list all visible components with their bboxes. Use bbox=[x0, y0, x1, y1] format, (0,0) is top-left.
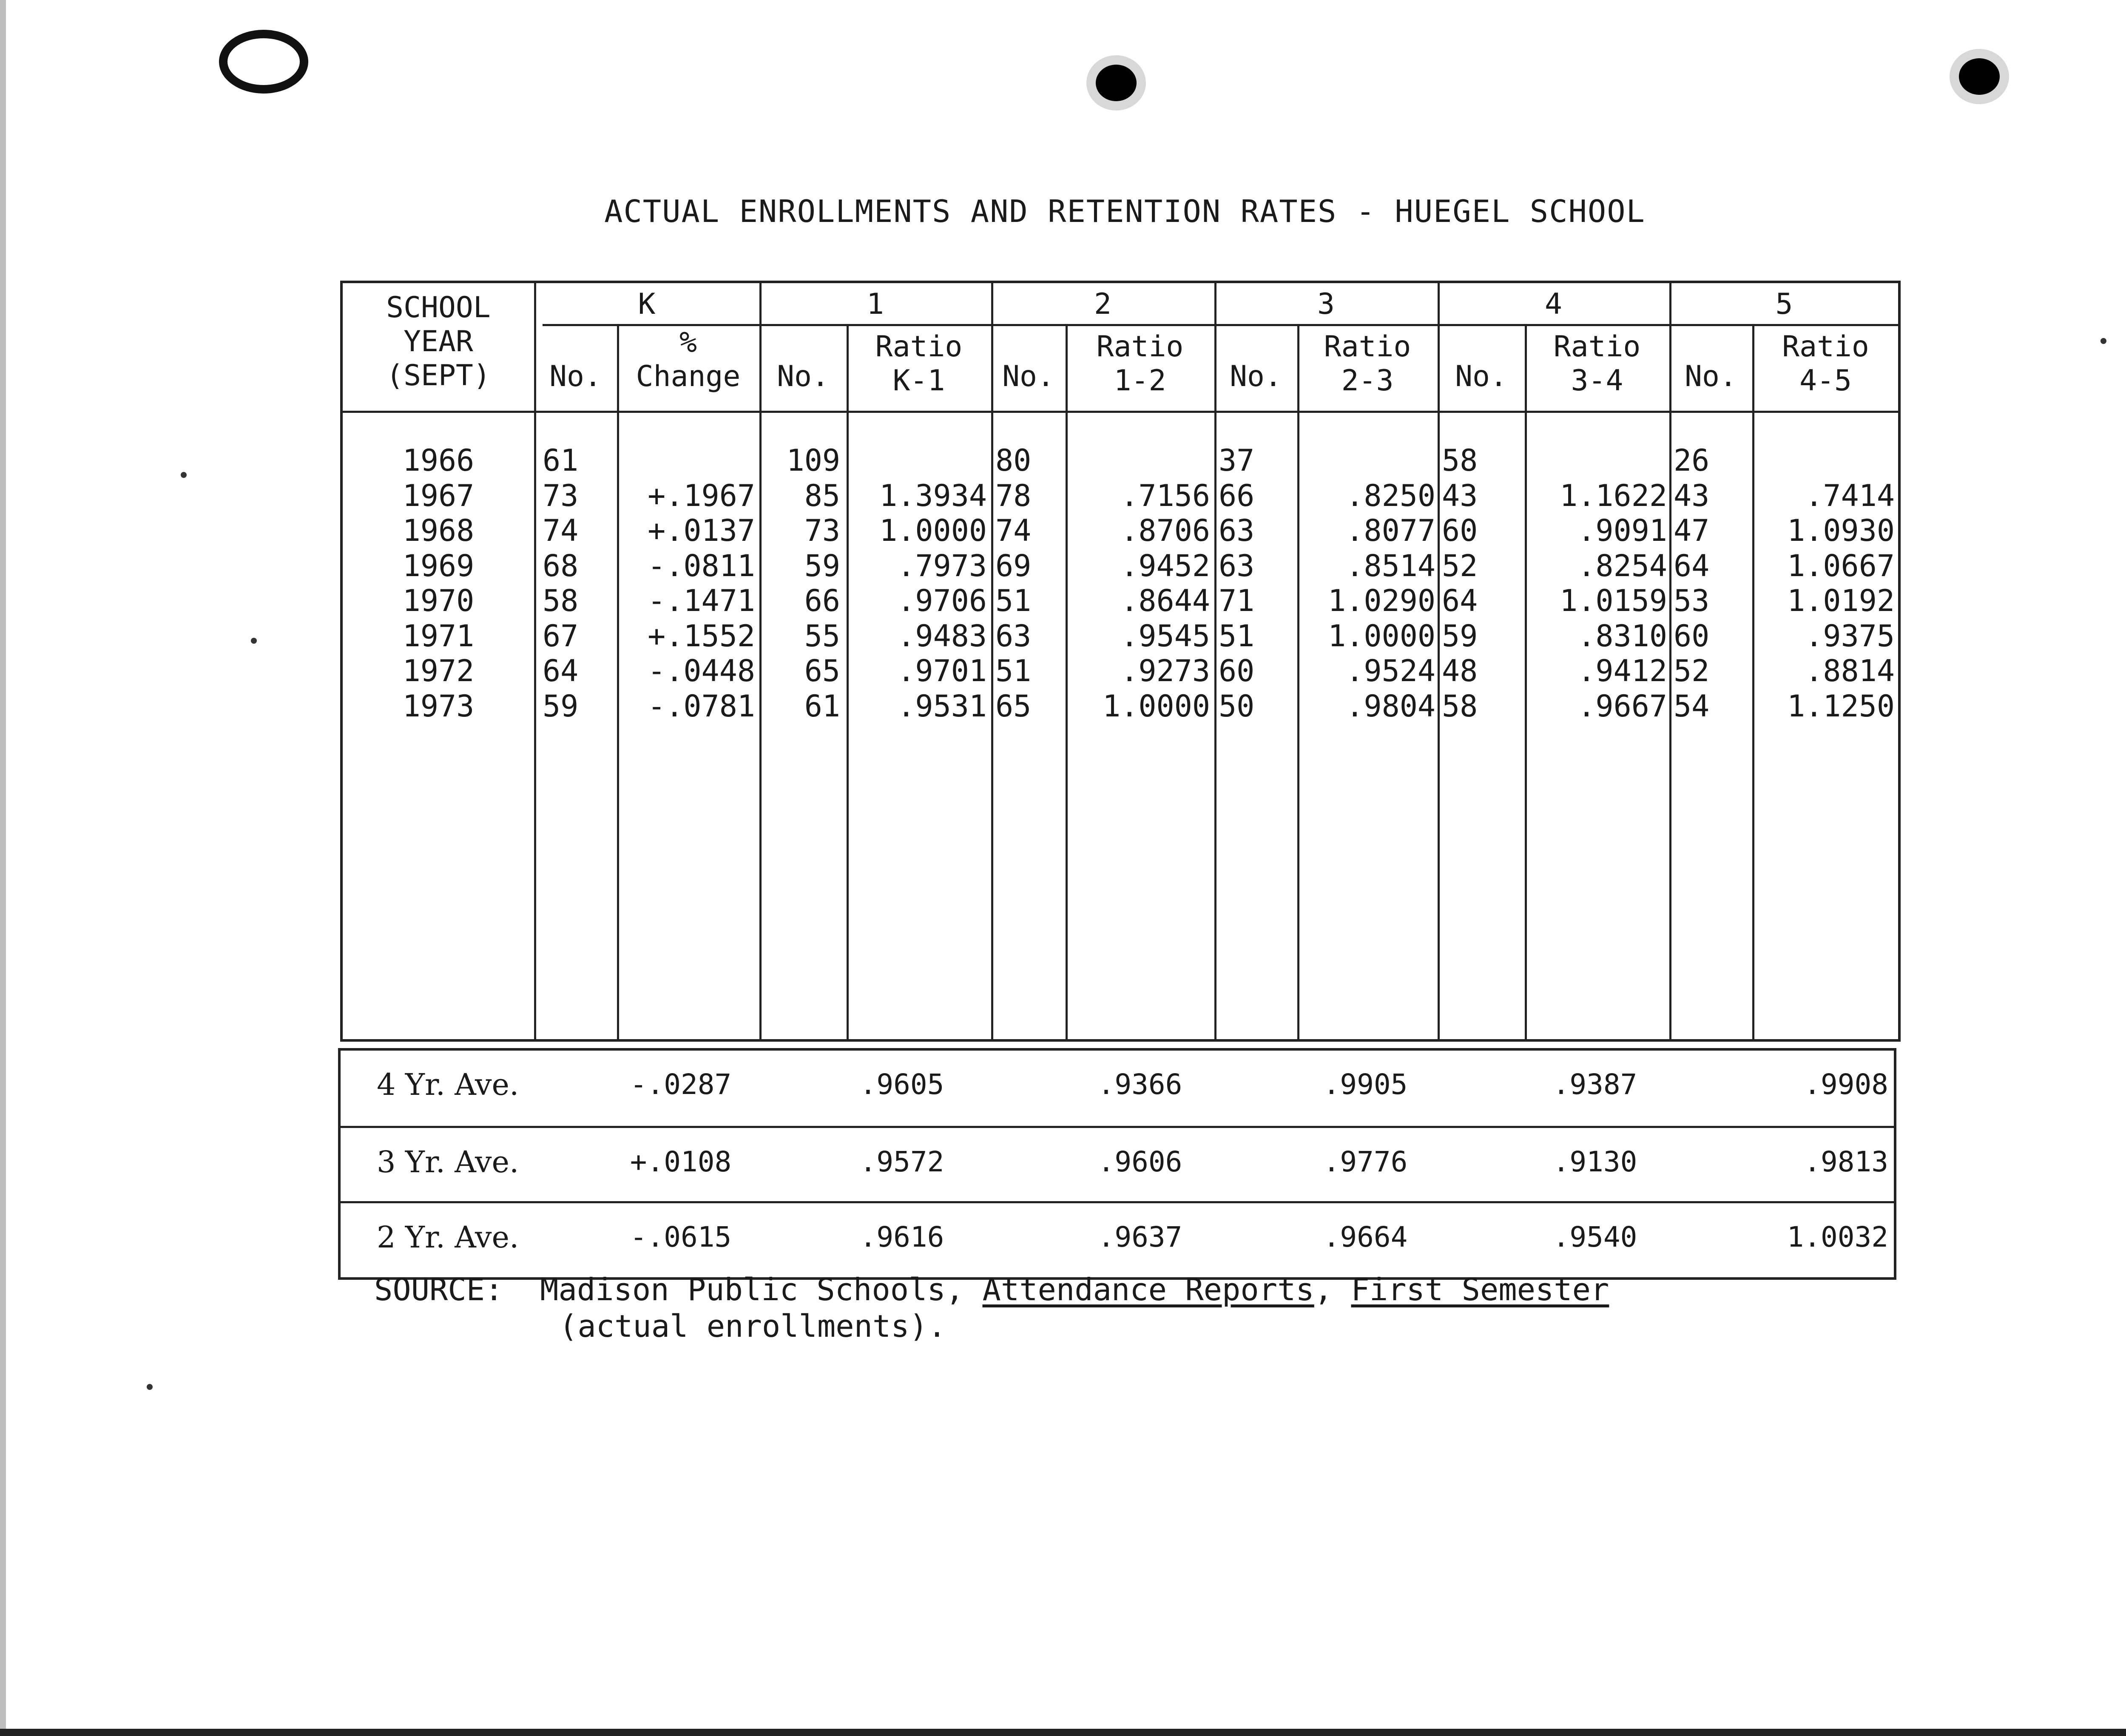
g2-no-cell: 74 bbox=[995, 513, 1032, 548]
g5-no-cell: 26 bbox=[1674, 443, 1710, 478]
g4-no-cell: 60 bbox=[1442, 513, 1478, 548]
g4-no-cell: 58 bbox=[1442, 443, 1478, 478]
avg-k-change: -.0615 bbox=[630, 1221, 732, 1253]
punch-hole-right bbox=[1950, 49, 2009, 104]
g1-ratio-cell: 1.3934 bbox=[879, 478, 987, 513]
averages-table bbox=[338, 1048, 1896, 1280]
source-text: Madison Public Schools, bbox=[540, 1272, 964, 1307]
year-cell: 1973 bbox=[402, 688, 475, 724]
k-no-cell: 74 bbox=[543, 513, 579, 548]
avg-ratio-12: .9637 bbox=[1097, 1221, 1182, 1253]
k-change-cell: -.0781 bbox=[648, 688, 755, 724]
g2-ratio-cell: .9273 bbox=[1120, 653, 1210, 688]
grade-header-2: 2 bbox=[1094, 287, 1111, 321]
document-title: ACTUAL ENROLLMENTS AND RETENTION RATES - HUEGEL SCHOOL bbox=[604, 193, 1646, 229]
g5-ratio-cell: 1.0930 bbox=[1787, 513, 1895, 548]
g4-no-cell: 43 bbox=[1442, 478, 1478, 513]
g1-no-cell: 73 bbox=[804, 513, 840, 548]
g2-no-cell: 63 bbox=[995, 618, 1032, 653]
k-change-header: % Change bbox=[636, 326, 741, 393]
g2-no-cell: 51 bbox=[995, 583, 1032, 618]
g4-no-header: No. bbox=[1455, 360, 1507, 393]
g1-no-header: No. bbox=[777, 360, 829, 393]
g2-ratio-cell: .8706 bbox=[1120, 513, 1210, 548]
g1-ratio-cell: .7973 bbox=[897, 548, 987, 583]
g5-ratio-cell: .9375 bbox=[1805, 618, 1895, 653]
g2-no-cell: 69 bbox=[995, 548, 1032, 583]
g1-no-cell: 66 bbox=[804, 583, 840, 618]
punch-hole-left bbox=[219, 30, 308, 94]
g2-ratio-cell: .7156 bbox=[1120, 478, 1210, 513]
table-row bbox=[343, 653, 1899, 689]
g1-ratio-cell: .9706 bbox=[897, 583, 987, 618]
k-no-cell: 73 bbox=[543, 478, 579, 513]
table-row bbox=[343, 548, 1899, 584]
year-cell: 1969 bbox=[402, 548, 475, 583]
g3-ratio-cell: .9804 bbox=[1346, 688, 1435, 724]
g3-ratio-cell: 1.0000 bbox=[1328, 618, 1435, 653]
avg-ratio-k1: .9572 bbox=[859, 1145, 944, 1178]
g3-ratio-cell: .8514 bbox=[1346, 548, 1435, 583]
g5-ratio-cell: 1.0192 bbox=[1787, 583, 1895, 618]
g5-ratio-cell: .8814 bbox=[1805, 653, 1895, 688]
g4-ratio-cell: .9091 bbox=[1577, 513, 1667, 548]
g3-ratio-cell: .9524 bbox=[1346, 653, 1435, 688]
k-no-cell: 64 bbox=[543, 653, 579, 688]
avg-ratio-23: .9664 bbox=[1323, 1221, 1408, 1253]
scan-bottom-edge bbox=[0, 1729, 2126, 1736]
punch-hole-middle bbox=[1086, 55, 1146, 111]
g1-no-cell: 59 bbox=[804, 548, 840, 583]
avg-ratio-34: .9387 bbox=[1552, 1068, 1637, 1101]
g4-ratio-cell: .8254 bbox=[1577, 548, 1667, 583]
g2-ratio-cell: .9452 bbox=[1120, 548, 1210, 583]
g5-no-cell: 64 bbox=[1674, 548, 1710, 583]
scan-left-edge bbox=[0, 0, 6, 1736]
k-change-cell: -.0811 bbox=[648, 548, 755, 583]
avg-k-change: -.0287 bbox=[630, 1068, 732, 1101]
g4-ratio-header: Ratio 3-4 bbox=[1553, 330, 1641, 398]
g1-no-cell: 61 bbox=[804, 688, 840, 724]
g3-no-cell: 63 bbox=[1219, 548, 1255, 583]
source-second-line: (actual enrollments). bbox=[559, 1308, 946, 1344]
year-cell: 1972 bbox=[402, 653, 475, 688]
g3-no-cell: 66 bbox=[1219, 478, 1255, 513]
table-row bbox=[343, 688, 1899, 724]
g1-ratio-cell: .9701 bbox=[897, 653, 987, 688]
source-separator: , bbox=[1314, 1272, 1333, 1307]
scan-speck bbox=[251, 638, 257, 644]
grade-header-3: 3 bbox=[1317, 287, 1335, 321]
avg-ratio-23: .9776 bbox=[1323, 1145, 1408, 1178]
grade-header-5: 5 bbox=[1775, 287, 1793, 321]
avg-ratio-k1: .9605 bbox=[859, 1068, 944, 1101]
average-label: 3 Yr. Ave. bbox=[377, 1145, 519, 1179]
average-label: 2 Yr. Ave. bbox=[377, 1220, 519, 1255]
g4-no-cell: 48 bbox=[1442, 653, 1478, 688]
g5-ratio-cell: 1.1250 bbox=[1787, 688, 1895, 724]
g1-ratio-cell: .9483 bbox=[897, 618, 987, 653]
g5-no-cell: 53 bbox=[1674, 583, 1710, 618]
k-no-header: No. bbox=[549, 360, 602, 393]
avg-ratio-45: .9908 bbox=[1804, 1068, 1888, 1101]
g1-no-cell: 85 bbox=[804, 478, 840, 513]
k-change-cell: -.0448 bbox=[648, 653, 755, 688]
g3-ratio-cell: .8077 bbox=[1346, 513, 1435, 548]
average-row bbox=[341, 1201, 1894, 1276]
grade-header-1: 1 bbox=[867, 287, 884, 321]
g1-ratio-cell: 1.0000 bbox=[879, 513, 987, 548]
g5-no-cell: 54 bbox=[1674, 688, 1710, 724]
g1-ratio-cell: .9531 bbox=[897, 688, 987, 724]
school-year-header: SCHOOL YEAR (SEPT) bbox=[386, 291, 491, 392]
grade-header-k: K bbox=[638, 287, 656, 321]
avg-k-change: +.0108 bbox=[630, 1145, 732, 1178]
avg-ratio-34: .9130 bbox=[1552, 1145, 1637, 1178]
g2-ratio-header: Ratio 1-2 bbox=[1096, 330, 1184, 398]
scan-speck bbox=[2100, 338, 2106, 344]
k-change-cell: +.1552 bbox=[648, 618, 755, 653]
table-row bbox=[343, 478, 1899, 514]
g5-no-header: No. bbox=[1685, 360, 1737, 393]
semester-name: First Semester bbox=[1351, 1272, 1609, 1307]
g3-no-cell: 63 bbox=[1219, 513, 1255, 548]
k-no-cell: 67 bbox=[543, 618, 579, 653]
scan-speck bbox=[147, 1384, 153, 1390]
g3-ratio-cell: .8250 bbox=[1346, 478, 1435, 513]
g2-ratio-cell: .8644 bbox=[1120, 583, 1210, 618]
g5-no-cell: 60 bbox=[1674, 618, 1710, 653]
g3-ratio-header: Ratio 2-3 bbox=[1324, 330, 1411, 398]
source-note bbox=[374, 1271, 1609, 1344]
year-cell: 1970 bbox=[402, 583, 475, 618]
g3-no-cell: 51 bbox=[1219, 618, 1255, 653]
year-cell: 1968 bbox=[402, 513, 475, 548]
year-cell: 1966 bbox=[402, 443, 475, 478]
avg-ratio-k1: .9616 bbox=[859, 1221, 944, 1253]
g4-no-cell: 58 bbox=[1442, 688, 1478, 724]
g3-no-cell: 71 bbox=[1219, 583, 1255, 618]
k-no-cell: 58 bbox=[543, 583, 579, 618]
table-row bbox=[343, 583, 1899, 619]
k-change-cell: +.1967 bbox=[648, 478, 755, 513]
g1-no-cell: 55 bbox=[804, 618, 840, 653]
grade-header-4: 4 bbox=[1545, 287, 1562, 321]
g3-no-cell: 50 bbox=[1219, 688, 1255, 724]
g4-no-cell: 64 bbox=[1442, 583, 1478, 618]
average-row bbox=[341, 1051, 1894, 1124]
g3-no-header: No. bbox=[1230, 360, 1282, 393]
g4-ratio-cell: 1.0159 bbox=[1560, 583, 1667, 618]
g3-no-cell: 60 bbox=[1219, 653, 1255, 688]
g2-no-cell: 80 bbox=[995, 443, 1032, 478]
k-change-cell: -.1471 bbox=[648, 583, 755, 618]
avg-ratio-12: .9366 bbox=[1097, 1068, 1182, 1101]
g5-ratio-cell: .7414 bbox=[1805, 478, 1895, 513]
k-change-cell: +.0137 bbox=[648, 513, 755, 548]
g1-ratio-header: Ratio K-1 bbox=[875, 330, 963, 398]
g2-no-cell: 51 bbox=[995, 653, 1032, 688]
g4-no-cell: 52 bbox=[1442, 548, 1478, 583]
avg-ratio-34: .9540 bbox=[1552, 1221, 1637, 1253]
g2-ratio-cell: .9545 bbox=[1120, 618, 1210, 653]
g3-no-cell: 37 bbox=[1219, 443, 1255, 478]
enrollment-table bbox=[340, 281, 1901, 1042]
header-bottom-rule bbox=[343, 411, 1898, 413]
g5-no-cell: 43 bbox=[1674, 478, 1710, 513]
average-row bbox=[341, 1126, 1894, 1201]
k-no-cell: 59 bbox=[543, 688, 579, 724]
avg-ratio-23: .9905 bbox=[1323, 1068, 1408, 1101]
report-name: Attendance Reports bbox=[982, 1272, 1314, 1307]
g2-no-cell: 65 bbox=[995, 688, 1032, 724]
avg-ratio-12: .9606 bbox=[1097, 1145, 1182, 1178]
g4-no-cell: 59 bbox=[1442, 618, 1478, 653]
g1-no-cell: 109 bbox=[786, 443, 840, 478]
g4-ratio-cell: .8310 bbox=[1577, 618, 1667, 653]
g5-ratio-header: Ratio 4-5 bbox=[1782, 330, 1869, 398]
g1-no-cell: 65 bbox=[804, 653, 840, 688]
g3-ratio-cell: 1.0290 bbox=[1328, 583, 1435, 618]
g4-ratio-cell: .9667 bbox=[1577, 688, 1667, 724]
table-row bbox=[343, 443, 1899, 478]
k-no-cell: 61 bbox=[543, 443, 579, 478]
g2-ratio-cell: 1.0000 bbox=[1103, 688, 1210, 724]
g5-ratio-cell: 1.0667 bbox=[1787, 548, 1895, 583]
table-row bbox=[343, 618, 1899, 654]
g5-no-cell: 47 bbox=[1674, 513, 1710, 548]
average-label: 4 Yr. Ave. bbox=[377, 1067, 519, 1102]
g4-ratio-cell: 1.1622 bbox=[1560, 478, 1667, 513]
source-label: SOURCE: bbox=[374, 1272, 503, 1307]
avg-ratio-45: 1.0032 bbox=[1787, 1221, 1888, 1253]
g2-no-header: No. bbox=[1002, 360, 1054, 393]
g4-ratio-cell: .9412 bbox=[1577, 653, 1667, 688]
scan-speck bbox=[181, 472, 187, 478]
year-cell: 1971 bbox=[402, 618, 475, 653]
g2-no-cell: 78 bbox=[995, 478, 1032, 513]
g5-no-cell: 52 bbox=[1674, 653, 1710, 688]
table-row bbox=[343, 513, 1899, 548]
k-no-cell: 68 bbox=[543, 548, 579, 583]
year-cell: 1967 bbox=[402, 478, 475, 513]
avg-ratio-45: .9813 bbox=[1804, 1145, 1888, 1178]
